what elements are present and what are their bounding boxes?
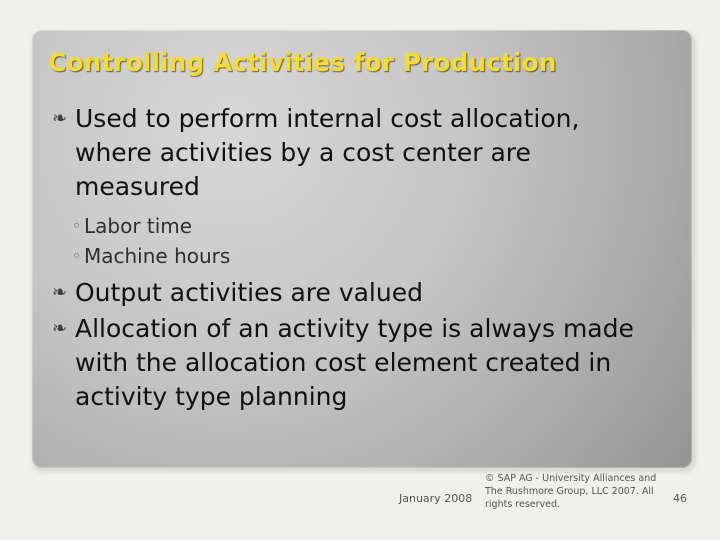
leaf-bullet-icon: ❧ bbox=[52, 318, 68, 339]
sub-bullet-text: Machine hours bbox=[84, 244, 231, 268]
bullet-text: Used to perform internal cost allocation, where activities by a cost center are measured bbox=[75, 104, 580, 201]
bullet-item bbox=[52, 312, 652, 414]
slide-body bbox=[52, 102, 652, 416]
page-number: 46 bbox=[673, 492, 687, 505]
hollow-circle-bullet-icon: ◦ bbox=[72, 247, 81, 265]
sub-bullet-item bbox=[52, 241, 652, 271]
sub-bullet-item bbox=[52, 211, 652, 241]
sub-bullet-text: Labor time bbox=[84, 214, 193, 238]
footer-date: January 2008 bbox=[399, 492, 473, 505]
slide-title: Controlling Activities for Production bbox=[48, 48, 557, 77]
hollow-circle-bullet-icon: ◦ bbox=[72, 217, 81, 235]
leaf-bullet-icon: ❧ bbox=[52, 282, 68, 303]
bullet-text: Allocation of an activity type is always made with the allocation cost element created in activity type planning bbox=[75, 314, 634, 411]
footer-copyright: © SAP AG - University Alliances and The Rushmore Group, LLC 2007. All rights reserved. bbox=[485, 473, 657, 510]
leaf-bullet-icon: ❧ bbox=[52, 108, 68, 129]
bullet-text: Output activities are valued bbox=[75, 278, 423, 307]
bullet-item bbox=[52, 276, 652, 310]
bullet-item bbox=[52, 102, 652, 204]
